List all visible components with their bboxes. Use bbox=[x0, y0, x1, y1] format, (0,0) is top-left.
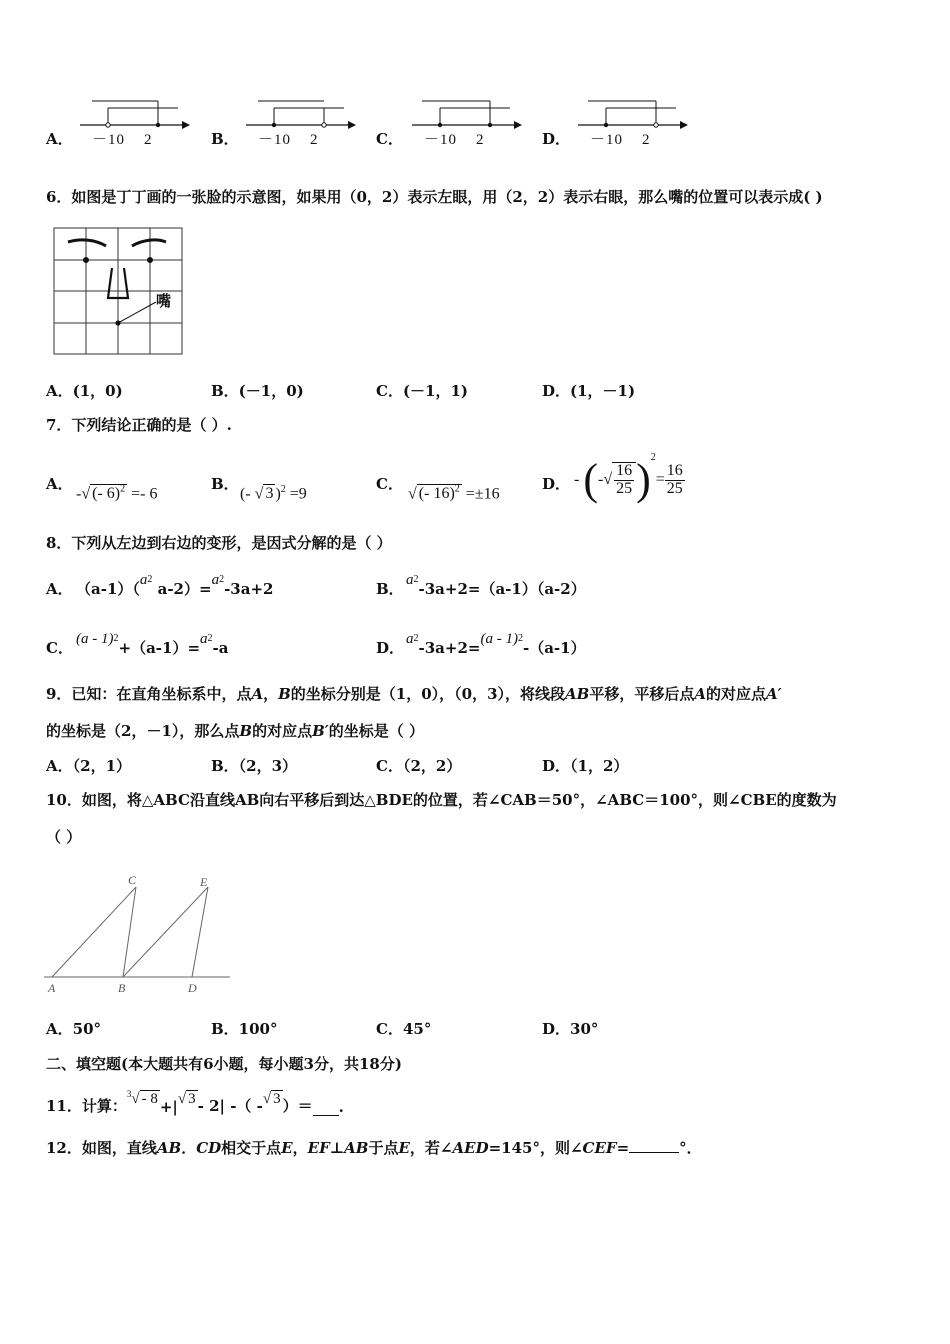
tick-label: 2 bbox=[476, 132, 485, 148]
q7-option-d-label: D． bbox=[542, 475, 571, 493]
tick-label: －1 bbox=[92, 132, 117, 148]
q8-option-d-expr: $a^2-3a+2=(a - 1)^2-(a-1)$ bbox=[406, 631, 586, 657]
q10-stem-line1: 10．如图，将△ABC沿直线AB向右平移后到达△BDE的位置，若∠CAB＝50°，∠ABC＝100°，则∠CBE的度数为 bbox=[46, 791, 837, 809]
tick-label: 0 bbox=[282, 132, 292, 148]
q10-stem-line2: （ ） bbox=[46, 828, 82, 846]
q5-option-c-label: C． bbox=[376, 130, 403, 148]
figure-label-a: A bbox=[48, 981, 56, 995]
q9-option-d: D．（1，2） bbox=[542, 757, 629, 775]
q7-option-d-expr: - ( - √ $\frac{16}{25}$ ) $^2$ = $\frac{16}{25}$ bbox=[574, 452, 683, 504]
q8-option-c-expr: $(a - 1)^2+(a-1)=a^2-a$ bbox=[76, 631, 229, 657]
figure-label-e: E bbox=[200, 875, 208, 889]
q8-option-a-label: A． bbox=[46, 580, 73, 598]
q9-option-b: B．（2，3） bbox=[211, 757, 298, 775]
q9-stem-line1: 9．已知：在直角坐标系中，点A，B的坐标分别是（1，0），（0，3），将线段AB平移，平移后点A的对应点A′ bbox=[46, 685, 782, 703]
tick-label: 0 bbox=[448, 132, 458, 148]
q7-option-c-expr: √ (- 16)$^2$ =±16 bbox=[408, 484, 500, 503]
q10-option-d: D．30° bbox=[542, 1020, 599, 1038]
q8-stem: 8．下列从左边到右边的变形，是因式分解的是（ ） bbox=[46, 534, 392, 552]
figure-label-c: C bbox=[128, 873, 137, 887]
q10-translated-triangles-figure bbox=[42, 870, 232, 998]
q7-option-a-expr: -√ (- 6)$^2$ =- 6 bbox=[76, 484, 158, 503]
tick-label: 0 bbox=[614, 132, 624, 148]
q8-option-b-expr: $a^2-3a+2=(a-1)(a-2)$ bbox=[406, 572, 586, 598]
q10-option-b: B．100° bbox=[211, 1020, 278, 1038]
tick-label: －1 bbox=[590, 132, 615, 148]
q8-option-b-label: B． bbox=[376, 580, 404, 598]
q8-option-a-expr: $(a-1)(a^2$ $a-2)=a^2-3a+2$ bbox=[76, 572, 274, 598]
q7-option-b-expr: (- √ 3 )$^2$ =9 bbox=[240, 484, 307, 503]
figure-label-b: B bbox=[118, 981, 126, 995]
tick-label: 0 bbox=[116, 132, 126, 148]
q9-option-c: C．（2，2） bbox=[376, 757, 462, 775]
q7-stem: 7．下列结论正确的是（ ）. bbox=[46, 416, 232, 434]
q7-option-c-label: C． bbox=[376, 475, 403, 493]
q6-option-b: B．(－1，0) bbox=[211, 382, 304, 400]
tick-label: －1 bbox=[424, 132, 449, 148]
q10-option-c: C．45° bbox=[376, 1020, 432, 1038]
tick-label: 2 bbox=[310, 132, 319, 148]
q7-option-a-label: A． bbox=[46, 475, 73, 493]
q10-option-a: A．50° bbox=[46, 1020, 102, 1038]
tick-label: 2 bbox=[144, 132, 153, 148]
tick-label: 2 bbox=[642, 132, 651, 148]
section-title: 二、填空题(本大题共有6小题，每小题3分，共18分) bbox=[46, 1055, 402, 1073]
q6-figure-mouth-label: 嘴 bbox=[156, 292, 172, 310]
q7-option-b-label: B． bbox=[211, 475, 239, 493]
q12-stem: 12．如图，直线AB．CD相交于点E，EF⊥AB于点E，若∠AED=145°，则∠CEF= °． bbox=[46, 1139, 702, 1157]
q6-option-a: A．(1，0) bbox=[46, 382, 123, 400]
q6-option-d: D．(1，－1) bbox=[542, 382, 636, 400]
q8-option-c-label: C． bbox=[46, 639, 73, 657]
tick-label: －1 bbox=[258, 132, 283, 148]
q11-stem: 11．计算： $^3$√ - 8 +| √ 3 - 2| -（ - √ 3 ）＝ . bbox=[46, 1089, 344, 1116]
q5-option-a-label: A． bbox=[46, 130, 73, 148]
q8-option-d-label: D． bbox=[376, 639, 405, 657]
figure-label-d: D bbox=[188, 981, 197, 995]
q9-option-a: A．（2，1） bbox=[46, 757, 132, 775]
q5-option-d-label: D． bbox=[542, 130, 571, 148]
q5-option-b-label: B． bbox=[211, 130, 239, 148]
q6-stem: 6．如图是丁丁画的一张脸的示意图，如果用（0，2）表示左眼，用（2，2）表示右眼，那么嘴的位置可以表示成( ) bbox=[46, 188, 823, 206]
q6-option-c: C．(－1，1) bbox=[376, 382, 469, 400]
q9-stem-line2: 的坐标是（2，－1），那么点B的对应点B′的坐标是（ ） bbox=[46, 722, 424, 740]
